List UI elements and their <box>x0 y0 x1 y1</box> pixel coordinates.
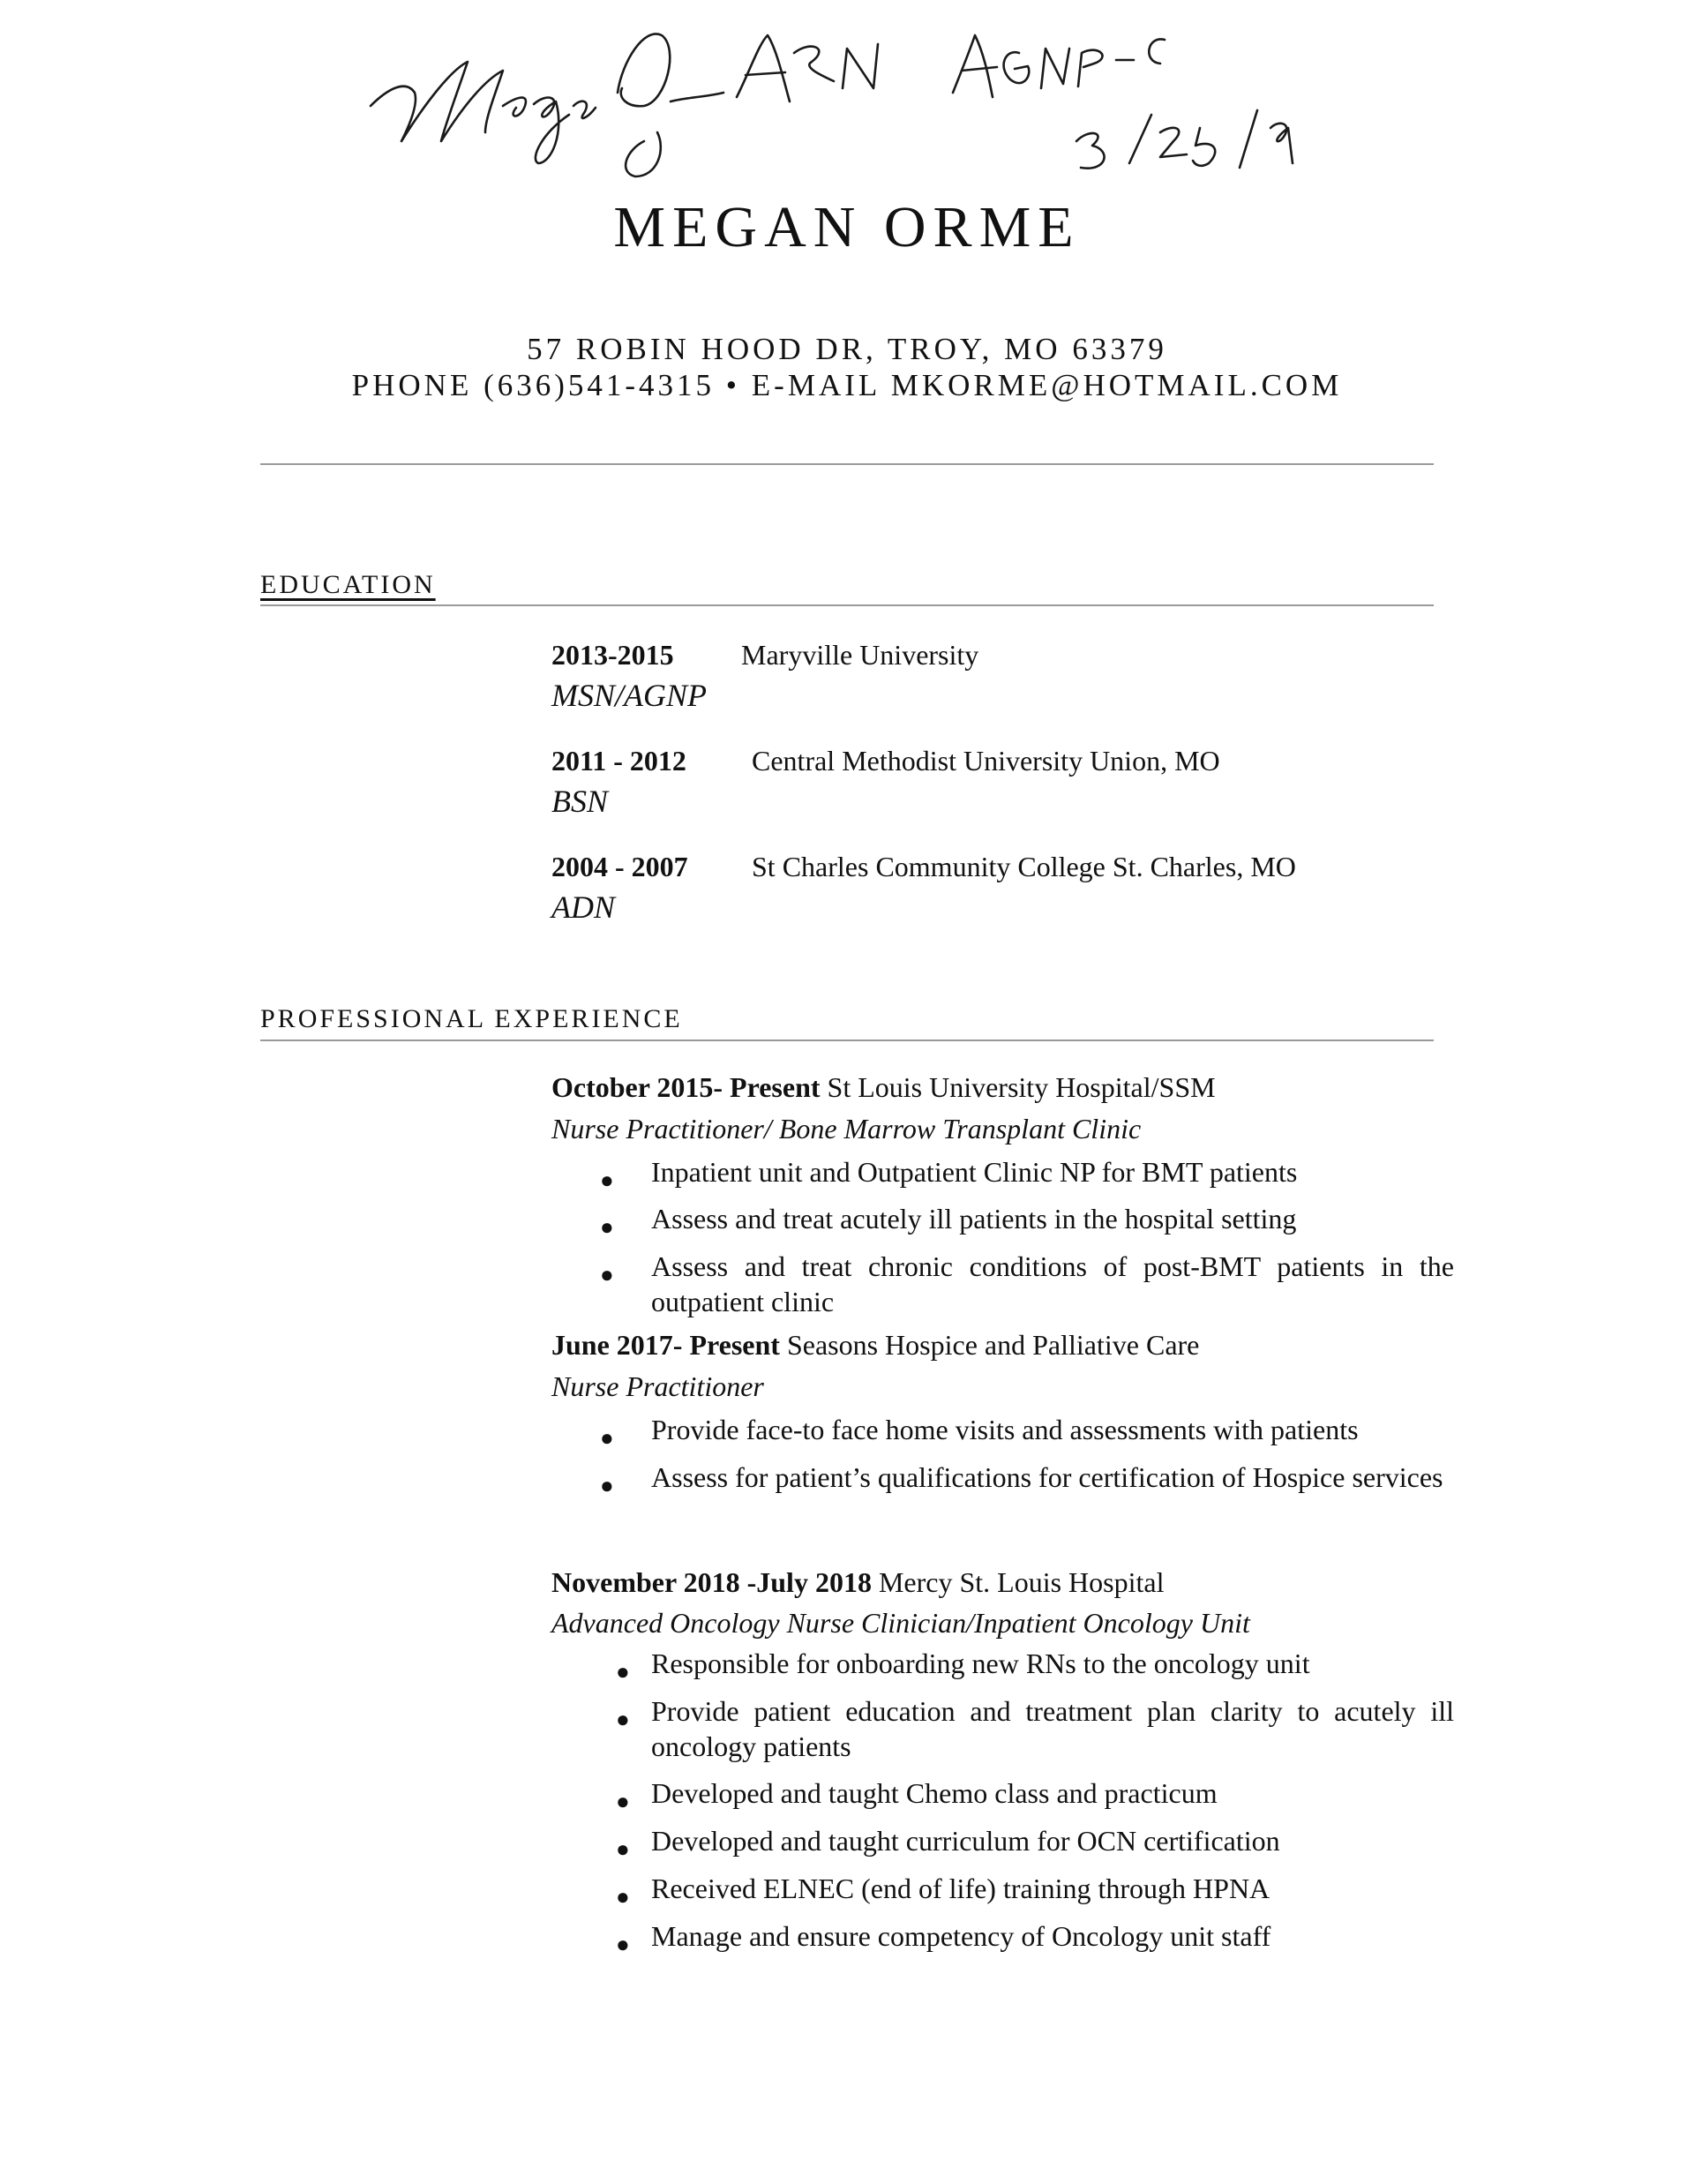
education-item-1 <box>551 641 674 669</box>
job-employer: Mercy St. Louis Hospital <box>878 1566 1165 1598</box>
job-header <box>551 1073 1216 1101</box>
job-bullet: Provide patient education and treatment plan clarity to acutely ill oncology patients <box>651 1695 1454 1762</box>
job-bullet: Assess and treat chronic conditions of post-BMT patients in the outpatient clinic <box>651 1250 1454 1317</box>
job-bullet: Assess and treat acutely ill patients in the hospital setting <box>651 1203 1297 1235</box>
contact-line: PHONE (636)541-4315 • E-MAIL MKORME@HOTMAIL.COM <box>351 368 1343 402</box>
bullet-icon: ● <box>616 1789 630 1814</box>
job-role: Nurse Practitioner/ Bone Marrow Transplant Clinic <box>551 1113 1142 1145</box>
bullet-icon: ● <box>616 1932 630 1957</box>
education-school: St Charles Community College St. Charles, MO <box>752 851 1296 882</box>
experience-heading: PROFESSIONAL EXPERIENCE <box>260 1004 683 1033</box>
job-employer: Seasons Hospice and Palliative Care <box>786 1329 1200 1361</box>
job-bullet: Received ELNEC (end of life) training through HPNA <box>651 1873 1270 1904</box>
bullet-icon: ● <box>616 1836 630 1862</box>
job-dates: June 2017- Present <box>551 1329 780 1361</box>
education-item-2 <box>551 747 686 775</box>
job-bullet: Inpatient unit and Outpatient Clinic NP for BMT patients <box>651 1156 1298 1188</box>
education-degree: ADN <box>551 889 615 925</box>
education-heading: EDUCATION <box>260 570 436 599</box>
job-bullet: Developed and taught curriculum for OCN certification <box>651 1825 1280 1857</box>
education-years: 2011 - 2012 <box>551 745 686 777</box>
job-role: Nurse Practitioner <box>551 1370 764 1402</box>
education-divider <box>260 604 1434 606</box>
job-role: Advanced Oncology Nurse Clinician/Inpatient Oncology Unit <box>551 1607 1250 1639</box>
education-school: Maryville University <box>741 639 979 671</box>
job-bullet: Developed and taught Chemo class and practicum <box>651 1777 1218 1809</box>
job-dates: November 2018 -July 2018 <box>551 1566 872 1598</box>
education-degree: BSN <box>551 784 609 819</box>
job-bullet: Provide face-to face home visits and assessments with patients <box>651 1414 1359 1445</box>
job-bullet: Manage and ensure competency of Oncology unit staff <box>651 1920 1271 1952</box>
address-line: 57 ROBIN HOOD DR, TROY, MO 63379 <box>527 332 1167 366</box>
bullet-icon: ● <box>600 1425 614 1451</box>
bullet-icon: ● <box>616 1884 630 1910</box>
education-school: Central Methodist University Union, MO <box>752 745 1220 777</box>
education-years: 2013-2015 <box>551 639 674 671</box>
education-degree: MSN/AGNP <box>551 678 707 713</box>
bullet-icon: ● <box>600 1262 614 1287</box>
job-bullet: Responsible for onboarding new RNs to the oncology unit <box>651 1647 1310 1679</box>
job-bullet: Assess for patient’s qualifications for certification of Hospice services <box>651 1461 1443 1493</box>
job-employer: St Louis University Hospital/SSM <box>827 1071 1216 1103</box>
experience-divider <box>260 1039 1434 1041</box>
bullet-icon: ● <box>600 1167 614 1193</box>
handwritten-signature <box>353 9 1306 185</box>
job-header <box>551 1568 1164 1596</box>
job-dates: October 2015- Present <box>551 1071 821 1103</box>
job-header <box>551 1331 1199 1359</box>
education-item-3 <box>551 852 688 881</box>
candidate-name: MEGAN ORME <box>613 195 1081 259</box>
bullet-icon: ● <box>616 1659 630 1685</box>
bullet-icon: ● <box>600 1214 614 1240</box>
header-divider <box>260 463 1434 465</box>
bullet-icon: ● <box>600 1473 614 1498</box>
education-years: 2004 - 2007 <box>551 851 688 882</box>
bullet-icon: ● <box>616 1707 630 1732</box>
